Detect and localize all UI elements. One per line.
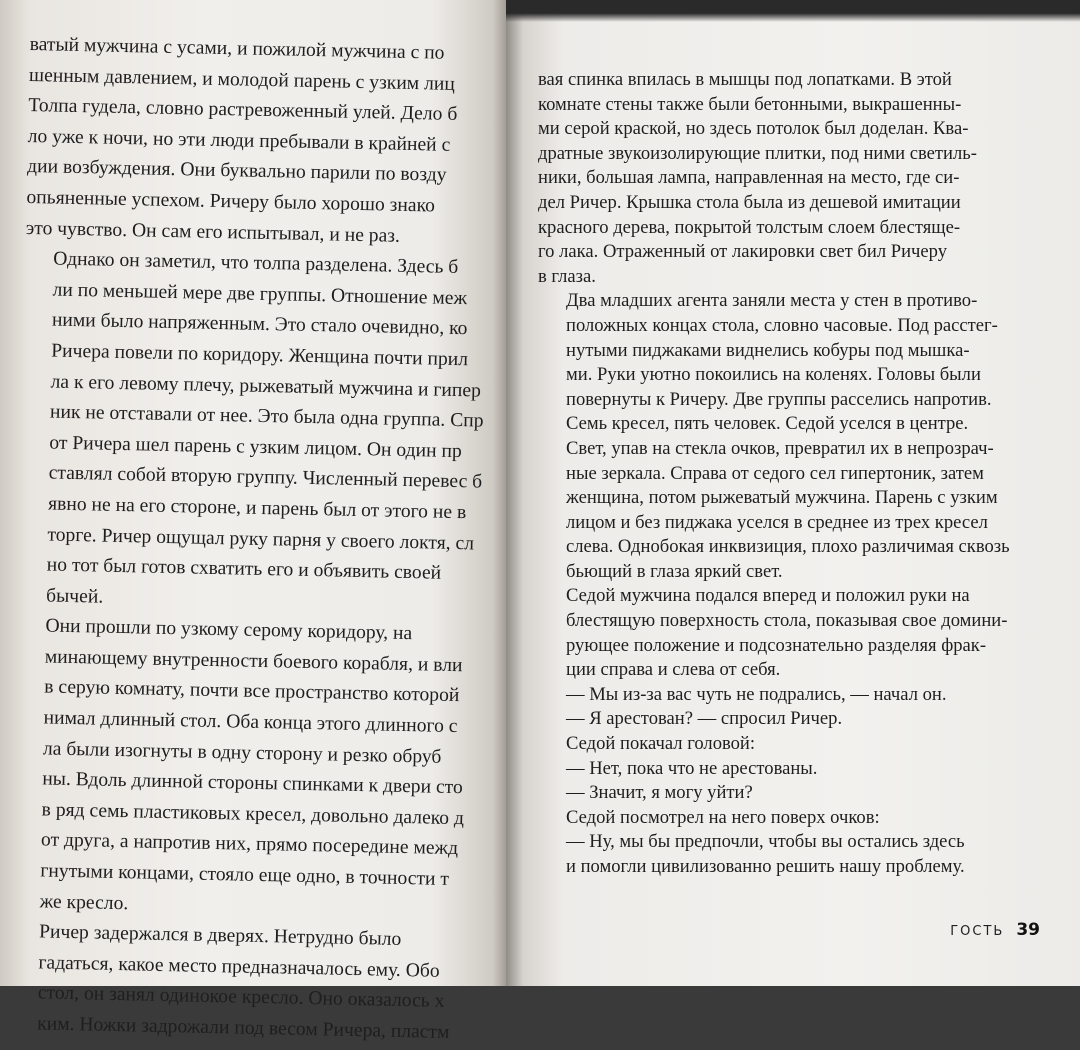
text-line: же кресло.	[39, 891, 129, 914]
text-line: и помогли цивилизованно решить нашу проблему.	[566, 856, 965, 877]
text-line: Ричер задержался в дверях. Нетрудно было	[38, 921, 402, 951]
text-line: — Ну, мы бы предпочли, чтобы вы остались здесь	[566, 831, 965, 853]
paragraph	[538, 289, 1062, 584]
text-line: ким. Ножки задрожали под весом Ричера, пластм	[36, 1013, 450, 1044]
text-line: комнате стены также были бетонными, выкрашенны-	[538, 93, 962, 115]
text-line: положных концах стола, словно часовые. Под расстег-	[566, 314, 998, 336]
text-line: бычей.	[45, 585, 104, 608]
text-line: — Мы из-за вас чуть не подрались, — начал он.	[566, 683, 947, 705]
paragraph	[538, 830, 1062, 879]
text-line: вая спинка впилась в мышцы под лопатками. В этой	[538, 69, 952, 90]
text-line: Два младших агента заняли места у стен в противо-	[566, 290, 978, 312]
left-page-text	[9, 30, 550, 1050]
text-line: от друга, а напротив них, прямо посередине межд	[40, 829, 459, 860]
paragraph	[538, 732, 1062, 757]
text-line: нимал длинный стол. Оба конца этого длинного с	[43, 707, 458, 738]
text-line: дратные звукоизолирующие плитки, под ними светиль-	[538, 142, 977, 164]
text-line: гнутыми концами, стояло еще одно, в точности т	[40, 860, 450, 890]
text-line: но тот был готов схватить его и объявить своей	[46, 554, 442, 584]
text-line: го лака. Отраженный от лакировки свет бил Ричеру	[538, 241, 947, 263]
text-line: рующее положение и подсознательно разделяя фрак-	[566, 634, 987, 656]
paragraph	[538, 584, 1062, 682]
text-line: Свет, упав на стекла очков, превратил их в непрозрач-	[566, 437, 994, 459]
text-line: Седой покачал головой:	[566, 733, 756, 755]
text-line: ло уже к ночи, но эти люди пребывали в крайней с	[27, 125, 451, 156]
paragraph	[538, 806, 1062, 831]
page-number: 39	[1016, 920, 1040, 940]
text-line: стол, он занял одинокое кресло. Оно оказалось х	[37, 982, 445, 1013]
text-line: нутыми пиджаками виднелись кобуры под мышка-	[566, 339, 970, 361]
paragraph	[538, 757, 1062, 782]
text-line: ватый мужчина с усами, и пожилой мужчина с по	[29, 33, 445, 64]
text-line: ник не отставали от нее. Это была одна группа. Спр	[49, 401, 484, 432]
paragraph	[538, 68, 1062, 289]
text-line: ны. Вдоль длинной стороны спинками к двери сто	[42, 768, 463, 799]
text-line: минающему внутренности боевого корабля, и вли	[44, 646, 463, 677]
text-line: ми. Руки уютно покоились на коленях. Головы были	[566, 364, 981, 386]
paragraph	[538, 707, 1062, 732]
text-line: гадаться, какое место предназначалось ему. Обо	[38, 952, 440, 982]
text-line: повернуты к Ричеру. Две группы расселись напротив.	[566, 388, 992, 410]
text-line: ники, большая лампа, направленная на место, где си-	[538, 167, 960, 189]
text-line: — Нет, пока что не арестованы.	[566, 757, 818, 779]
text-line: в глаза.	[538, 265, 596, 287]
text-line: торге. Ричер ощущал руку парня у своего локтя, сл	[47, 523, 475, 554]
text-line: бьющий в глаза яркий свет.	[566, 560, 783, 582]
text-line: ла к его левому плечу, рыжеватый мужчина и гипер	[50, 371, 482, 402]
paragraph	[11, 611, 537, 928]
text-line: Однако он заметил, что толпа разделена. Здесь б	[52, 248, 459, 279]
paragraph	[9, 917, 531, 1050]
right-page	[506, 0, 1080, 986]
text-line: явно не на его стороне, и парень был от этого не в	[47, 493, 467, 524]
text-line: Они прошли по узкому серому коридору, на	[45, 615, 413, 645]
text-line: блестящую поверхность стола, показывая свое домини-	[566, 610, 1008, 632]
paragraph	[18, 244, 546, 622]
text-line: ними было напряженным. Это стало очевидно, ко	[51, 309, 468, 340]
text-line: — Я арестован? — спросил Ричер.	[566, 708, 843, 730]
right-page-text	[538, 68, 1062, 880]
text-line: Седой мужчина подался вперед и положил руки на	[566, 585, 970, 607]
text-line: Толпа гудела, словно растревоженный улей. Дело б	[28, 95, 458, 126]
text-line: дии возбуждения. Они буквально парили по возду	[26, 156, 447, 187]
text-line: это чувство. Он сам его испытывал, и не раз.	[25, 217, 401, 247]
text-line: опьяненные успехом. Ричеру было хорошо знако	[26, 186, 436, 217]
text-line: слева. Однобокая инквизиция, плохо различимая сквозь	[566, 536, 1010, 558]
text-line: красного дерева, покрытой толстым слоем блестяще-	[538, 216, 961, 238]
text-line: в ряд семь пластиковых кресел, довольно далеко д	[41, 799, 465, 830]
text-line: от Ричера шел парень с узким лицом. Он один пр	[49, 432, 462, 462]
text-line: Ричера повели по коридору. Женщина почти прил	[51, 340, 469, 371]
text-line: ми серой краской, но здесь потолок был доделан. Ква-	[538, 118, 969, 140]
text-line: дел Ричер. Крышка стола была из дешевой имитации	[538, 191, 961, 213]
paragraph	[26, 30, 550, 255]
text-line: — Значит, я могу уйти?	[566, 782, 753, 804]
text-line: женщина, потом рыжеватый мужчина. Парень с узким	[566, 487, 998, 509]
text-line: ции справа и слева от себя.	[566, 659, 781, 681]
paragraph	[538, 781, 1062, 806]
left-page	[0, 0, 508, 1044]
text-line: лицом и без пиджака уселся в среднее из трех кресел	[566, 511, 988, 533]
text-line: ные зеркала. Справа от седого сел гипертоник, затем	[566, 462, 984, 484]
text-line: Седой посмотрел на него поверх очков:	[566, 806, 880, 828]
text-line: ла были изогнуты в одну сторону и резко обруб	[42, 738, 442, 768]
page-footer	[950, 920, 1040, 940]
text-line: ставлял собой вторую группу. Численный перевес б	[48, 462, 483, 493]
paragraph	[538, 683, 1062, 708]
text-line: ли по меньшей мере две группы. Отношение меж	[52, 279, 468, 309]
text-line: шенным давлением, и молодой парень с узким лиц	[28, 64, 456, 95]
background-gap	[506, 0, 1080, 22]
running-title: ГОСТЬ	[950, 924, 1005, 939]
text-line: в серую комнату, почти все пространство которой	[44, 676, 460, 707]
text-line: Семь кресел, пять человек. Седой уселся в центре.	[566, 413, 969, 435]
